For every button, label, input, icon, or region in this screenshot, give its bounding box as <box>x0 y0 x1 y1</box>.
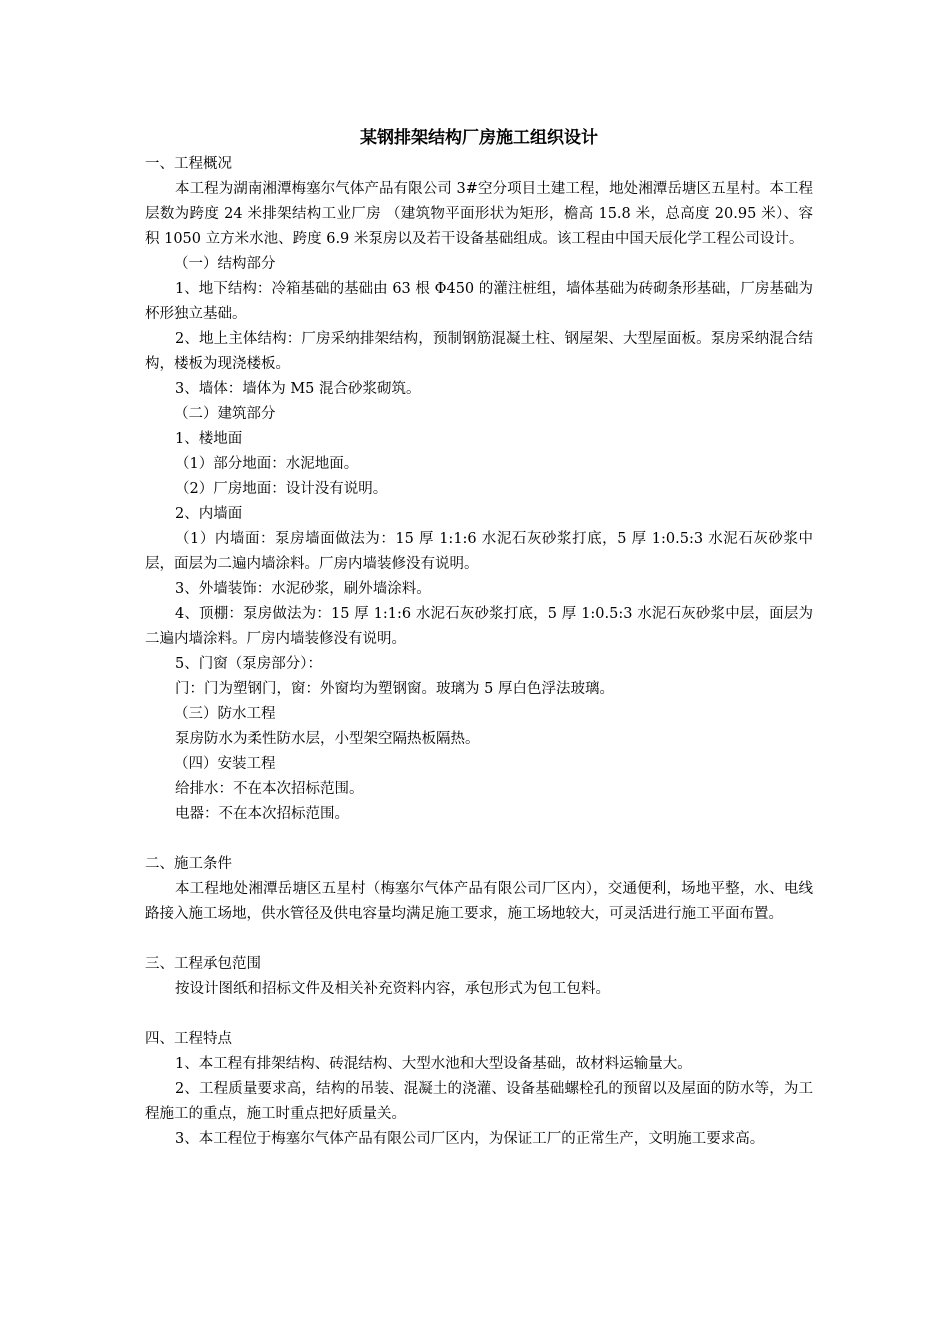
structure-item-1: 1、地下结构：冷箱基础的基础由 63 根 Φ450 的灌注桩组，墙体基础为砖砌条形基础，厂房基础为杯形独立基础。 <box>145 281 813 322</box>
floor-item-1: （1）部分地面：水泥地面。 <box>175 456 359 472</box>
section-spacer <box>145 927 813 952</box>
section-3-heading: 三、工程承包范围 <box>145 956 261 972</box>
structure-item-3: 3、墙体：墙体为 M5 混合砂浆砌筑。 <box>175 381 421 397</box>
section-spacer <box>145 827 813 852</box>
doors-windows-item-1: 门：门为塑钢门，窗：外窗均为塑钢窗。玻璃为 5 厚白色浮法玻璃。 <box>175 681 614 697</box>
section-spacer <box>145 1002 813 1027</box>
section-4-item-1: 1、本工程有排架结构、砖混结构、大型水池和大型设备基础，故材料运输量大。 <box>175 1056 692 1072</box>
installation-heading: （四）安装工程 <box>174 756 276 772</box>
structure-heading: （一）结构部分 <box>174 256 276 272</box>
floor-heading: 1、楼地面 <box>175 431 243 447</box>
document-body <box>145 124 813 1152</box>
installation-item-2: 电器：不在本次招标范围。 <box>175 806 349 822</box>
waterproofing-heading: （三）防水工程 <box>174 706 276 722</box>
section-2-text: 本工程地处湘潭岳塘区五星村（梅塞尔气体产品有限公司厂区内），交通便利，场地平整，水、电线路接入施工场地，供水管径及供电容量均满足施工要求，施工场地较大，可灵活进行施工平面布置。 <box>145 881 813 922</box>
section-4-heading: 四、工程特点 <box>145 1031 232 1047</box>
section-4-item-3: 3、本工程位于梅塞尔气体产品有限公司厂区内，为保证工厂的正常生产，文明施工要求高。 <box>175 1131 765 1147</box>
interior-wall-item-1: （1）内墙面：泵房墙面做法为：15 厚 1:1:6 水泥石灰砂浆打底，5 厚 1:0.5:3 水泥石灰砂浆中层，面层为二遍内墙涂料。厂房内墙装修没有说明。 <box>145 531 813 572</box>
section-4-item-2: 2、工程质量要求高，结构的吊装、混凝土的浇灌、设备基础螺栓孔的预留以及屋面的防水等，为工程施工的重点，施工时重点把好质量关。 <box>145 1081 813 1122</box>
section-1-intro: 本工程为湖南湘潭梅塞尔气体产品有限公司 3#空分项目土建工程，地处湘潭岳塘区五星村。本工程层数为跨度 24 米排架结构工业厂房 （建筑物平面形状为矩形，檐高 15.8 米，总高度 20.95 米）、容积 1050 立方米水池、跨度 6.9 米泵房以及若干设备基础组成。该工程由中国天辰化学工程公司设计。 <box>145 181 813 247</box>
installation-item-1: 给排水：不在本次招标范围。 <box>175 781 364 797</box>
document-title: 某钢排架结构厂房施工组织设计 <box>360 128 598 148</box>
floor-item-2: （2）厂房地面：设计没有说明。 <box>175 481 388 497</box>
section-3-text: 按设计图纸和招标文件及相关补充资料内容，承包形式为包工包料。 <box>175 981 610 997</box>
section-2-heading: 二、施工条件 <box>145 856 232 872</box>
structure-item-2: 2、地上主体结构：厂房采纳排架结构，预制钢筋混凝土柱、钢屋架、大型屋面板。泵房采纳混合结构，楼板为现浇楼板。 <box>145 331 813 372</box>
section-1-heading: 一、工程概况 <box>145 156 232 172</box>
doors-windows-heading: 5、门窗（泵房部分）： <box>175 656 322 672</box>
architecture-heading: （二）建筑部分 <box>174 406 276 422</box>
waterproofing-item-1: 泵房防水为柔性防水层，小型架空隔热板隔热。 <box>175 731 480 747</box>
interior-wall-heading: 2、内墙面 <box>175 506 243 522</box>
ceiling-item: 4、顶棚：泵房做法为：15 厚 1:1:6 水泥石灰砂浆打底，5 厚 1:0.5:3 水泥石灰砂浆中层，面层为二遍内墙涂料。厂房内墙装修没有说明。 <box>145 606 813 647</box>
exterior-wall-item: 3、外墙装饰：水泥砂浆，刷外墙涂料。 <box>175 581 431 597</box>
